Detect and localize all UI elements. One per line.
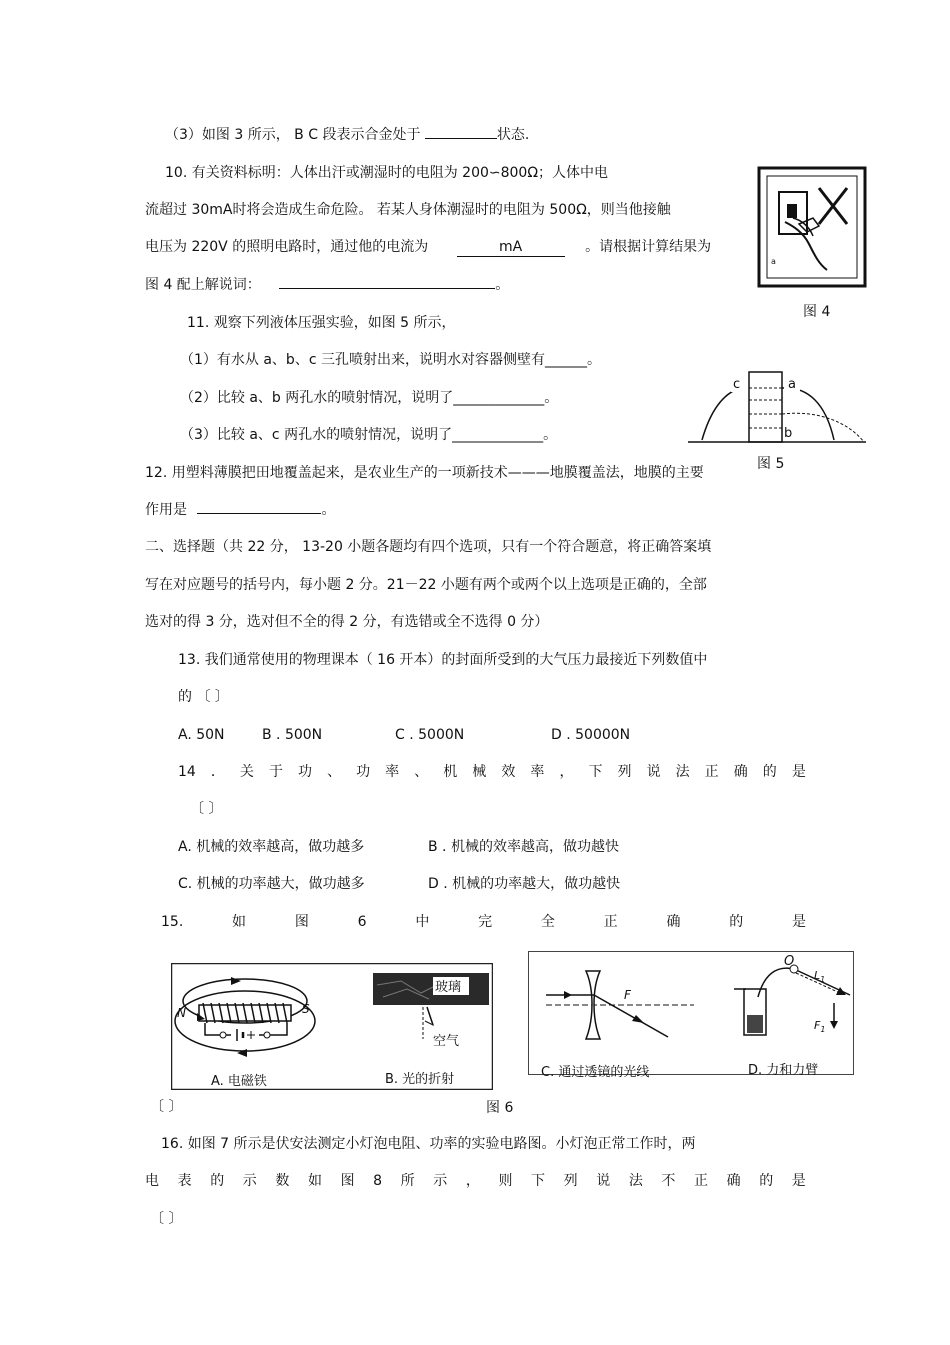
q15-char: 15.: [161, 914, 184, 930]
section2-line2: 写在对应题号的括号内，每小题 2 分。21－22 小题有两个或两个以上选项是正确的，全部: [145, 577, 707, 593]
section2-line1: 二、选择题（共 22 分， 13-20 小题各题均有四个选项，只有一个符合题意，将正确答案填: [145, 539, 712, 555]
q14-char: ．: [210, 764, 225, 780]
q14-char: 14: [178, 764, 196, 780]
q10-line3: [145, 238, 711, 257]
q9-answer-blank[interactable]: [425, 138, 497, 139]
q16-char: 的: [210, 1173, 225, 1189]
figure-6-caption-d: D. 力和力臂: [748, 1063, 819, 1078]
q12-line1: 12. 用塑料薄膜把田地覆盖起来，是农业生产的一项新技术———地膜覆盖法，地膜的主要: [145, 465, 704, 481]
q14-char: 率: [530, 764, 545, 780]
hole-a-label: a: [788, 377, 796, 392]
q12-line2-tail: 。: [321, 502, 336, 518]
q16-char: 的: [759, 1173, 774, 1189]
q14-char: 确: [733, 764, 748, 780]
q16-char: 图: [340, 1173, 355, 1189]
q16-char: 说: [596, 1173, 611, 1189]
q9-text-a: （3）如图 3 所示， B C 段表示合金处于: [165, 127, 421, 143]
q16-char: 数: [275, 1173, 290, 1189]
pole-s-label: S: [302, 1002, 310, 1016]
q10-line4: [145, 276, 509, 294]
q12-answer-blank[interactable]: [197, 513, 321, 514]
q14-option-c[interactable]: C. 机械的功率越大，做功越多: [178, 876, 365, 892]
q14-char: 功: [356, 764, 371, 780]
q16-char: 正: [694, 1173, 709, 1189]
q14-option-b[interactable]: B . 机械的效率越高，做功越快: [428, 839, 619, 855]
q10-line3-text: 电压为 220V 的照明电路时，通过他的电流为: [145, 239, 429, 255]
q14-char: 列: [617, 764, 632, 780]
figure-4-drawing: [757, 166, 867, 288]
q16-line2: [145, 1172, 806, 1190]
q14-char: ，: [559, 764, 574, 780]
force-f1-label: $F_1$: [814, 1019, 826, 1034]
q14-char: 正: [704, 764, 719, 780]
q15-char: 是: [792, 914, 806, 930]
q14-char: 机: [443, 764, 458, 780]
q15-char: 全: [540, 914, 555, 930]
q13-option-a[interactable]: A. 50N: [178, 727, 225, 743]
air-label: 空气: [433, 1034, 460, 1049]
q11-line2: （1）有水从 a、b、c 三孔喷射出来，说明水对容器侧壁有______。: [180, 352, 601, 368]
q14-line1: [178, 763, 806, 781]
q16-char: 不: [661, 1173, 676, 1189]
q16-char: ，: [465, 1173, 480, 1189]
q9-part3-line: [165, 126, 529, 144]
pivot-o-label: O: [784, 954, 795, 969]
q14-bracket[interactable]: 〔 〕: [190, 801, 223, 817]
q15-char: 中: [415, 914, 430, 930]
figure-6-caption-a: A. 电磁铁: [211, 1074, 267, 1089]
q13-bracket[interactable]: 的 〔 〕: [178, 689, 229, 705]
q14-char: 的: [762, 764, 777, 780]
glass-label: 玻璃: [435, 980, 462, 995]
q15-bracket[interactable]: 〔 〕: [150, 1099, 183, 1115]
q10-line2: 流超过 30mA时将会造成生命危险。 若某人身体潮湿时的电阻为 500Ω，则当他接触: [145, 202, 671, 218]
q16-char: 所: [400, 1173, 415, 1189]
q14-char: 、: [414, 764, 429, 780]
q16-char: 如: [307, 1173, 322, 1189]
q16-line1: 16. 如图 7 所示是伏安法测定小灯泡电阻、功率的实验电路图。小灯泡正常工作时，两: [161, 1136, 696, 1152]
figure-6-caption-b: B. 光的折射: [385, 1072, 455, 1087]
q15-char: 如: [232, 914, 247, 930]
q10-unit: mA: [499, 239, 523, 255]
q10-caption-blank[interactable]: [279, 288, 495, 289]
q14-char: 率: [385, 764, 400, 780]
q15-char: 6: [357, 914, 367, 930]
q12-line2-text: 作用是: [145, 502, 187, 518]
q14-char: 械: [472, 764, 487, 780]
q14-char: 于: [268, 764, 283, 780]
q13-option-c[interactable]: C . 5000N: [395, 727, 465, 743]
q14-char: 关: [239, 764, 254, 780]
figure-6-right-panel: [528, 951, 854, 1075]
figure-6-cd-drawing: [528, 951, 854, 1075]
q14-option-d[interactable]: D . 机械的功率越大，做功越快: [428, 876, 621, 892]
q16-char: 示: [242, 1173, 257, 1189]
q12-line2: [145, 501, 335, 519]
q16-char: 法: [628, 1173, 643, 1189]
q14-option-a[interactable]: A. 机械的效率越高，做功越多: [178, 839, 365, 855]
hole-b-label: b: [784, 426, 793, 441]
q15-char: 完: [478, 914, 493, 930]
q14-char: 、: [327, 764, 342, 780]
q14-char: 下: [588, 764, 603, 780]
q10-current-blank[interactable]: [457, 238, 565, 257]
q16-char: 表: [177, 1173, 192, 1189]
q14-char: 法: [675, 764, 690, 780]
q13-option-d[interactable]: D . 50000N: [551, 727, 631, 743]
figure-6-caption: 图 6: [486, 1100, 514, 1116]
q11-line4: （3）比较 a、c 两孔水的喷射情况，说明了_____________。: [180, 427, 558, 443]
q10-line1: 10. 有关资料标明：人体出汗或潮湿时的电阻为 200∽800Ω；人体中电: [165, 165, 609, 181]
q16-char: 列: [563, 1173, 578, 1189]
figure-4-caption: 图 4: [803, 304, 831, 320]
q13-line1: 13. 我们通常使用的物理课本（ 16 开本）的封面所受到的大气压力最接近下列数值中: [178, 652, 708, 668]
figure-5: [688, 364, 866, 448]
q14-char: 效: [501, 764, 516, 780]
q16-char: 下: [531, 1173, 546, 1189]
q15-char: 正: [603, 914, 618, 930]
figure-5-caption: 图 5: [757, 456, 785, 472]
focus-f-label: F: [624, 988, 631, 1002]
figure-4: [757, 166, 867, 288]
arm-l1-label: $L_1$: [814, 969, 826, 984]
q10-line4-tail: 。: [495, 277, 510, 293]
svg-text:a: a: [771, 257, 776, 266]
q16-char: 示: [433, 1173, 448, 1189]
q11-line3: （2）比较 a、b 两孔水的喷射情况，说明了_____________。: [180, 390, 559, 406]
figure-6-caption-c: C. 通过透镜的光线: [541, 1065, 650, 1080]
q11-line1: 11. 观察下列液体压强实验，如图 5 所示，: [187, 315, 456, 331]
q14-char: 功: [298, 764, 313, 780]
q10-line4-text: 图 4 配上解说词：: [145, 277, 261, 293]
q16-char: 则: [498, 1173, 513, 1189]
q15-char: 的: [729, 914, 744, 930]
figure-5-drawing: [688, 364, 866, 448]
q15-line1: [161, 913, 806, 931]
q16-bracket[interactable]: 〔 〕: [150, 1211, 183, 1227]
q15-char: 图: [294, 914, 309, 930]
q16-char: 确: [726, 1173, 741, 1189]
pole-n-label: N: [177, 1006, 186, 1020]
q15-char: 确: [666, 914, 681, 930]
q14-char: 说: [646, 764, 661, 780]
section2-line3: 选对的得 3 分，选对但不全的得 2 分，有选错或全不选得 0 分）: [145, 614, 549, 630]
q14-char: 是: [791, 764, 806, 780]
q13-option-b[interactable]: B . 500N: [262, 727, 323, 743]
q16-char: 电: [145, 1173, 159, 1189]
hole-c-label: c: [733, 377, 741, 392]
q16-char: 8: [373, 1173, 383, 1189]
q16-char: 是: [791, 1173, 806, 1189]
q9-text-b: 状态.: [496, 127, 530, 143]
q10-line3-tail: 。请根据计算结果为: [585, 239, 712, 255]
